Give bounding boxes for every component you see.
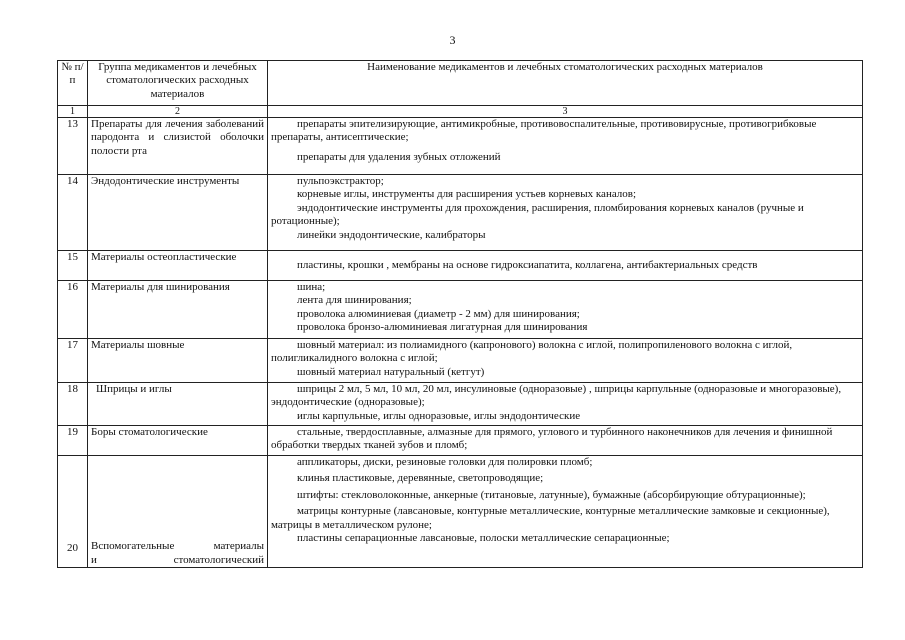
list-item: пластины, крошки , мембраны на основе гидроксиапатита, коллагена, антибактериальных средств bbox=[297, 258, 758, 271]
list-item: иглы карпульные, иглы одноразовые, иглы эндодонтические bbox=[297, 409, 581, 422]
list-item: шприцы 2 мл, 5 мл, 10 мл, 20 мл, инсулиновые (одноразовые) , шприцы карпульные (одноразовые и многоразовые), эндодонтические (одноразовые); bbox=[271, 383, 842, 409]
list-item: препараты эпителизирующие, антимикробные, противовоспалительные, противовирусные, противогрибковые препараты, антисептические; bbox=[271, 118, 817, 144]
list-item: матрицы контурные (лавсановые, контурные металлические, контурные металлические замковые и секционные), матрицы в металлическом рулоне; bbox=[271, 505, 830, 531]
table-row bbox=[58, 383, 863, 426]
header-group: Группа медикаментов и лечебных стоматологических расходных материалов bbox=[88, 61, 268, 106]
row-group-line: Вспомогательные материалы bbox=[91, 540, 264, 553]
list-item: штифты: стекловолоконные, анкерные (титановые, латунные), бумажные (абсорбирующие обтурационные); bbox=[297, 488, 806, 501]
column-number: 2 bbox=[88, 106, 268, 118]
row-items bbox=[268, 118, 863, 175]
table-row bbox=[58, 339, 863, 383]
row-number: 19 bbox=[58, 426, 88, 456]
table-row bbox=[58, 118, 863, 175]
list-item: пластины сепарационные лавсановые, полоски металлические сепарационные; bbox=[297, 532, 670, 545]
table-row bbox=[58, 426, 863, 456]
list-item: линейки эндодонтические, калибраторы bbox=[297, 228, 486, 241]
row-group: Материалы шовные bbox=[88, 339, 268, 383]
row-items bbox=[268, 281, 863, 339]
header-number: № п/п bbox=[58, 61, 88, 106]
list-item: эндодонтические инструменты для прохождения, расширения, пломбирования корневых каналов (ручные и ротационные); bbox=[271, 201, 804, 228]
row-items bbox=[268, 426, 863, 456]
list-item: проволока алюминиевая (диаметр - 2 мм) для шинирования; bbox=[297, 307, 580, 320]
list-item: стальные, твердосплавные, алмазные для прямого, углового и турбинного наконечников для лечения и финишной обработки твердых тканей зубов и пломб; bbox=[271, 426, 833, 452]
row-group-word: стоматологический bbox=[173, 553, 264, 566]
page-number: 3 bbox=[449, 33, 456, 47]
row-group: Материалы для шинирования bbox=[88, 281, 268, 339]
row-group: Препараты для лечения заболеваний пародонта и слизистой оболочки полости рта bbox=[88, 118, 268, 175]
list-item: шовный материал натуральный (кетгут) bbox=[297, 365, 485, 378]
medications-table bbox=[57, 60, 863, 568]
row-group-word: и bbox=[91, 553, 97, 566]
list-item: корневые иглы, инструменты для расширения устьев корневых каналов; bbox=[297, 188, 637, 201]
list-item: проволока бронзо-алюминиевая лигатурная для шинирования bbox=[297, 321, 588, 334]
row-number: 17 bbox=[58, 339, 88, 383]
list-item: пульпоэкстрактор; bbox=[297, 175, 384, 187]
row-items bbox=[268, 339, 863, 383]
column-number-row bbox=[58, 106, 863, 118]
column-number: 1 bbox=[58, 106, 88, 118]
row-items bbox=[268, 456, 863, 568]
row-group: Эндодонтические инструменты bbox=[88, 175, 268, 251]
list-item: лента для шинирования; bbox=[297, 294, 412, 307]
column-number: 3 bbox=[268, 106, 863, 118]
row-group: Шприцы и иглы bbox=[88, 383, 268, 426]
row-number: 20 bbox=[58, 456, 88, 568]
table-row bbox=[58, 175, 863, 251]
row-items bbox=[268, 383, 863, 426]
list-item: аппликаторы, диски, резиновые головки для полировки пломб; bbox=[297, 456, 593, 468]
row-group: Боры стоматологические bbox=[88, 426, 268, 456]
row-number: 16 bbox=[58, 281, 88, 339]
row-items bbox=[268, 175, 863, 251]
list-item: клинья пластиковые, деревянные, светопроводящие; bbox=[297, 472, 544, 485]
row-number: 13 bbox=[58, 118, 88, 175]
list-item: шина; bbox=[297, 281, 326, 293]
header-name: Наименование медикаментов и лечебных стоматологических расходных материалов bbox=[268, 61, 863, 106]
row-group bbox=[88, 456, 268, 568]
table-row bbox=[58, 456, 863, 568]
row-group-line bbox=[91, 554, 264, 567]
row-number: 18 bbox=[58, 383, 88, 426]
list-item: препараты для удаления зубных отложений bbox=[297, 150, 501, 163]
list-item: шовный материал: из полиамидного (капронового) волокна с иглой, полипропиленового волокна с иглой, полигликалидного волокна с иглой; bbox=[271, 339, 793, 365]
table-header-row bbox=[58, 61, 863, 106]
table-row bbox=[58, 251, 863, 281]
table-row bbox=[58, 281, 863, 339]
row-group: Материалы остеопластические bbox=[88, 251, 268, 281]
row-number: 15 bbox=[58, 251, 88, 281]
row-items bbox=[268, 251, 863, 281]
row-number: 14 bbox=[58, 175, 88, 251]
